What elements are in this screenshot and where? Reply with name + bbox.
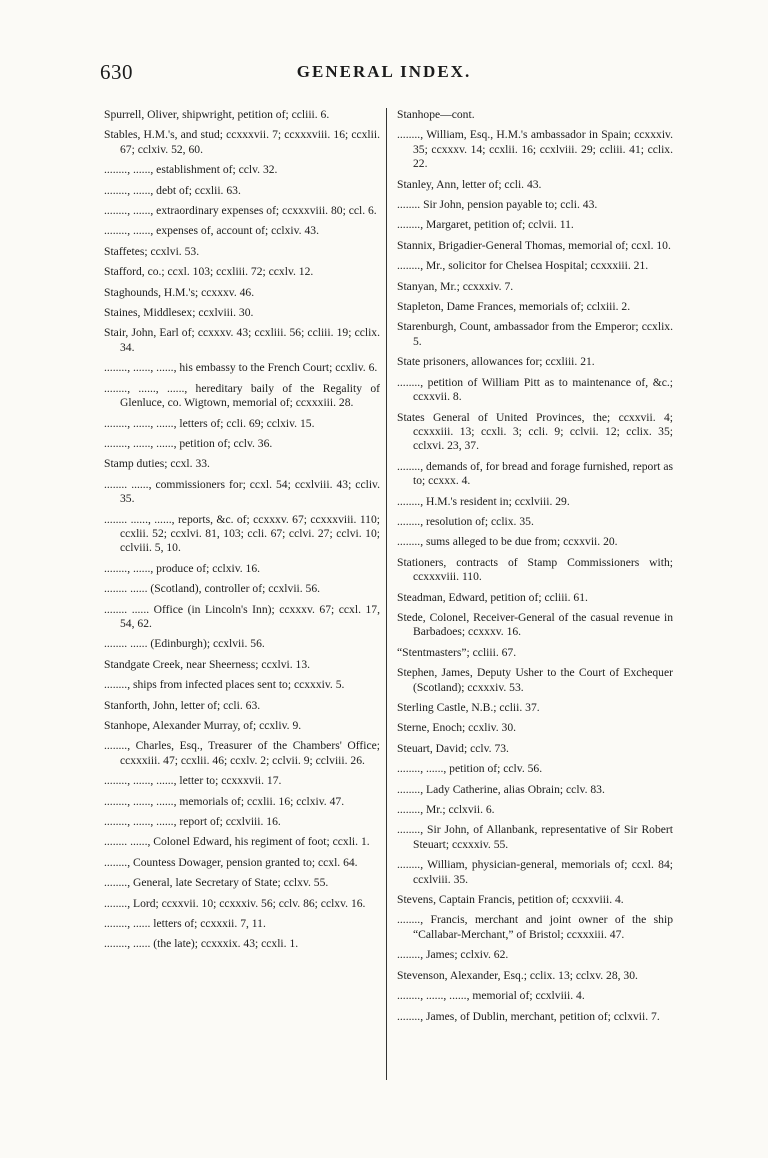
index-entry: ........ ......, Colonel Edward, his regiment of foot; ccxli. 1. [104, 835, 370, 849]
index-entry: ........, ......, ......, memorial of; ccxlviii. 4. [397, 989, 585, 1003]
index-entry: ........ ...... (Edinburgh); ccxlvii. 56. [104, 637, 265, 651]
index-entry: ........, sums alleged to be due from; ccxxvii. 20. [397, 535, 618, 549]
index-entry: ........, ......, petition of; cclv. 56. [397, 762, 543, 776]
index-entry: ........, ...... (the late); ccxxxix. 43; ccxli. 1. [104, 937, 299, 951]
index-entry: Standgate Creek, near Sheerness; ccxlvi. 13. [104, 657, 311, 671]
index-entry: Stanhope, Alexander Murray, of; ccxliv. 9. [104, 719, 302, 732]
index-entry: ........, General, late Secretary of State; cclxv. 55. [104, 876, 329, 890]
index-entry: ........, ......, ......, letters of; ccli. 69; cclxiv. 15. [104, 416, 315, 430]
right-column [397, 108, 673, 1030]
index-entry: Stannix, Brigadier-General Thomas, memorial of; ccxl. 10. [397, 238, 671, 252]
index-entry: ........ ......, commissioners for; ccxl. 54; ccxlviii. 43; ccliv. 35. [104, 477, 380, 506]
index-entry: ........, resolution of; cclix. 35. [397, 514, 534, 528]
index-entry: Stanyan, Mr.; ccxxxiv. 7. [397, 279, 514, 293]
index-entry: ........, ......, ......, petition of; cclv. 36. [104, 436, 273, 450]
index-entry: Steadman, Edward, petition of; ccliii. 61. [397, 590, 588, 604]
index-entry: ........, James, of Dublin, merchant, petition of; cclxvii. 7. [397, 1009, 660, 1023]
column-rule [386, 108, 387, 1080]
index-entry: ........ ......, ......, reports, &c. of; ccxxxv. 67; ccxxxviii. 110; ccxlii. 52; ccxlvi. 81, 103; ccli. 67; cclvi. 27; cclvi. 10; cclviii. 5, 10. [104, 512, 380, 555]
index-entry: ........, Lady Catherine, alias Obrain; cclv. 83. [397, 782, 605, 796]
index-entry: ........, Countess Dowager, pension granted to; ccxl. 64. [104, 855, 358, 869]
index-entry: ........, ......, produce of; cclxiv. 16. [104, 561, 261, 575]
index-entry: Stamp duties; ccxl. 33. [104, 457, 210, 471]
running-head: GENERAL INDEX. [296, 62, 472, 81]
index-entry: ........, ships from infected places sent to; ccxxxiv. 5. [104, 678, 345, 692]
index-entry: ........, petition of William Pitt as to maintenance of, &c.; ccxxvii. 8. [397, 375, 673, 404]
index-entry: ........, demands of, for bread and forage furnished, report as to; ccxxx. 4. [397, 459, 673, 488]
index-entry: ........ ...... Office (in Lincoln's Inn); ccxxxv. 67; ccxl. 17, 54, 62. [104, 602, 380, 630]
index-entry: State prisoners, allowances for; ccxliii. 21. [397, 355, 595, 369]
index-entry: ........, ......, ......, his embassy to the French Court; ccxliv. 6. [104, 361, 378, 375]
index-entry: ........, ......, debt of; ccxlii. 63. [104, 183, 241, 197]
index-entry: ........, ......, extraordinary expenses of; ccxxxviii. 80; ccl. 6. [104, 204, 377, 218]
index-entry: ........, ...... letters of; ccxxxii. 7, 11. [104, 917, 266, 931]
index-entry: Staines, Middlesex; ccxlviii. 30. [104, 306, 254, 320]
index-entry: ........, ......, ......, hereditary baily of the Regality of Glenluce, co. Wigtown, memorial of; ccxxxiii. 28. [104, 381, 380, 410]
index-entry: Stanforth, John, letter of; ccli. 63. [104, 698, 261, 712]
index-entry: Stapleton, Dame Frances, memorials of; cclxiii. 2. [397, 300, 631, 314]
index-entry: ........, Mr.; cclxvii. 6. [397, 803, 495, 817]
index-entry: States General of United Provinces, the; ccxxvii. 4; ccxxxiii. 13; ccxli. 3; ccli. 9; cclvii. 12; cclix. 35; cclxvi. 23, 37. [397, 410, 673, 453]
index-entry: Stede, Colonel, Receiver-General of the casual revenue in Barbadoes; ccxxxv. 16. [397, 610, 673, 639]
index-entry: ........, Charles, Esq., Treasurer of the Chambers' Office; ccxxxiii. 47; ccxlii. 46; ccxlv. 2; cclvii. 9; cclviii. 26. [104, 739, 380, 767]
index-entry: Steuart, David; cclv. 73. [397, 741, 509, 755]
index-entry: ........, ......, ......, report of; ccxlviii. 16. [104, 815, 281, 829]
index-entry: ........, Margaret, petition of; cclvii. 11. [397, 218, 574, 232]
index-entry: Stevenson, Alexander, Esq.; cclix. 13; cclxv. 28, 30. [397, 968, 638, 982]
index-entry: Starenburgh, Count, ambassador from the Emperor; ccxlix. 5. [397, 320, 673, 348]
index-entry: Stationers, contracts of Stamp Commissioners with; ccxxxviii. 110. [397, 555, 673, 584]
page-number: 630 [100, 60, 133, 84]
index-entry: ........, H.M.'s resident in; ccxlviii. 29. [397, 494, 570, 508]
index-entry: ........, ......, establishment of; cclv. 32. [104, 163, 278, 177]
index-entry: ........, James; cclxiv. 62. [397, 948, 509, 962]
index-entry: Sterling Castle, N.B.; cclii. 37. [397, 701, 540, 714]
index-entry: ........, Lord; ccxxvii. 10; ccxxxiv. 56; cclv. 86; cclxv. 16. [104, 896, 366, 910]
index-entry: ........, Sir John, of Allanbank, representative of Sir Robert Steuart; ccxxxiv. 55. [397, 823, 673, 851]
index-entry: Sterne, Enoch; ccxliv. 30. [397, 721, 517, 735]
index-entry: Stephen, James, Deputy Usher to the Court of Exchequer (Scotland); ccxxxiv. 53. [397, 666, 673, 694]
index-entry: Stanhope—cont. [397, 108, 475, 121]
index-entry: ........ ...... (Scotland), controller of; ccxlvii. 56. [104, 582, 321, 596]
index-entry: ........, ......, ......, letter to; ccxxxvii. 17. [104, 774, 282, 788]
index-entry: Stair, John, Earl of; ccxxxv. 43; ccxliii. 56; ccliii. 19; cclix. 34. [104, 326, 380, 354]
index-entry: Stafford, co.; ccxl. 103; ccxliii. 72; ccxlv. 12. [104, 265, 314, 279]
index-entry: Stables, H.M.'s, and stud; ccxxxvii. 7; ccxxxviii. 16; ccxlii. 67; cclxiv. 52, 60. [104, 128, 380, 156]
index-entry: Spurrell, Oliver, shipwright, petition of; ccliii. 6. [104, 108, 330, 121]
index-entry: ........, William, physician-general, memorials of; ccxl. 84; ccxlviii. 35. [397, 858, 673, 886]
index-entry: ........, ......, ......, memorials of; ccxlii. 16; cclxiv. 47. [104, 794, 345, 808]
index-entry: ........, Mr., solicitor for Chelsea Hospital; ccxxxiii. 21. [397, 259, 649, 273]
index-entry: Staghounds, H.M.'s; ccxxxv. 46. [104, 285, 255, 299]
index-entry: Stevens, Captain Francis, petition of; ccxxviii. 4. [397, 893, 624, 907]
index-entry: Staffetes; ccxlvi. 53. [104, 244, 200, 258]
index-entry: “Stentmasters”; ccliii. 67. [397, 645, 517, 659]
index-entry: ........, Francis, merchant and joint owner of the ship “Callabar-Merchant,” of Bristol; ccxxxiii. 47. [397, 913, 673, 941]
index-entry: Stanley, Ann, letter of; ccli. 43. [397, 177, 542, 191]
index-entry: ........ Sir John, pension payable to; ccli. 43. [397, 198, 598, 212]
index-entry: ........, William, Esq., H.M.'s ambassador in Spain; ccxxxiv. 35; ccxxxv. 14; ccxlii. 16; ccxlviii. 29; ccliii. 41; cclix. 22. [397, 128, 673, 171]
index-entry: ........, ......, expenses of, account of; cclxiv. 43. [104, 224, 319, 238]
left-column [104, 108, 380, 958]
